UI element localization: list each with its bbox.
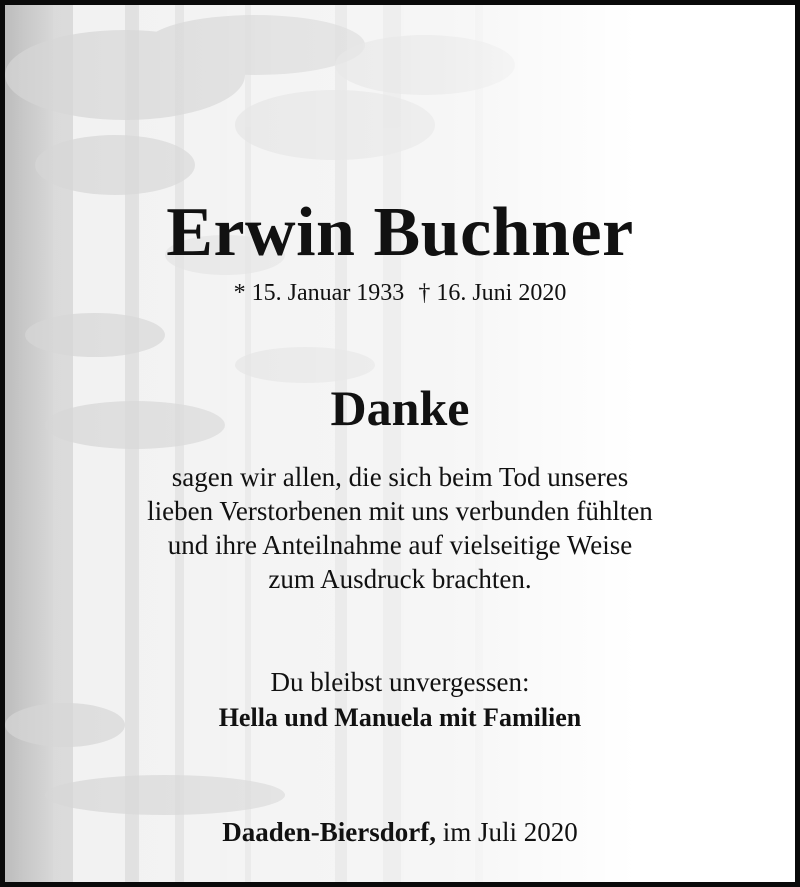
obituary-text (5, 5, 795, 882)
death-date: † 16. Juni 2020 (418, 280, 567, 306)
deceased-name: Erwin Buchner (166, 194, 634, 271)
notice-date: im Juli 2020 (442, 817, 578, 847)
birth-date: * 15. Januar 1933 (233, 280, 405, 306)
place-date-line (5, 815, 795, 849)
message-line: lieben Verstorbenen mit uns verbunden fühlten (147, 496, 653, 526)
message-line: zum Ausdruck brachten. (268, 564, 532, 594)
signers-line: Hella und Manuela mit Familien (218, 703, 582, 732)
place-name: Daaden-Biersdorf, (222, 817, 436, 847)
thanks-message (5, 460, 795, 596)
message-line: und ihre Anteilnahme auf vielseitige Weise (167, 530, 633, 560)
thanks-heading: Danke (330, 380, 470, 436)
message-line: sagen wir allen, die sich beim Tod unseres (171, 462, 629, 492)
remembrance-line: Du bleibst unvergessen: (270, 667, 530, 697)
life-dates (5, 277, 795, 309)
